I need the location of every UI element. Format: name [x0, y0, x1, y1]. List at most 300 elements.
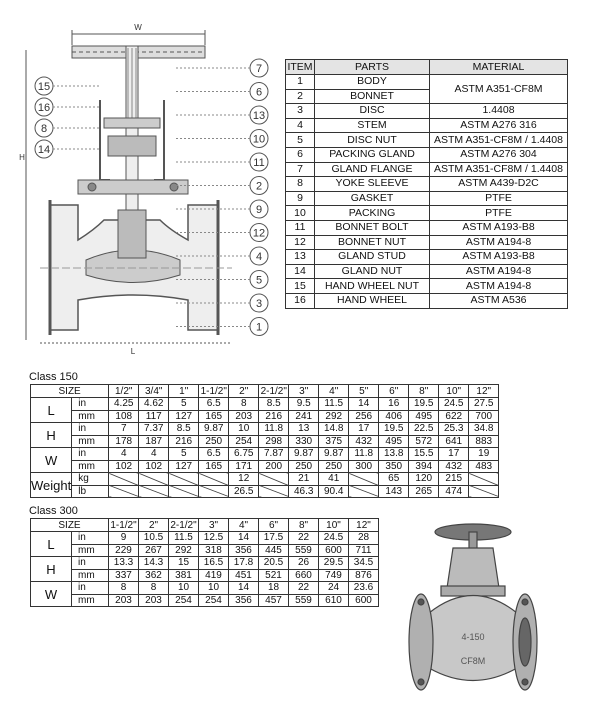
callout-number: 11 [253, 157, 265, 169]
dimension-cell: 9.87 [199, 423, 229, 436]
dimension-group-label: H [31, 557, 72, 582]
dimension-cell: 483 [469, 460, 499, 473]
dimension-cell: 22 [289, 582, 319, 595]
unit-label: mm [72, 435, 109, 448]
dimension-cell: 241 [289, 410, 319, 423]
callout-number: 6 [255, 86, 263, 99]
dimension-cell: 19.5 [409, 398, 439, 411]
size-column-header: 1" [169, 385, 199, 398]
size-column-header: 4" [229, 519, 259, 532]
parts-row [286, 147, 568, 162]
unit-label: mm [72, 410, 109, 423]
dimension-cell: 16.5 [199, 557, 229, 570]
callout-number: 12 [252, 227, 266, 240]
callout-number: 1 [255, 321, 263, 334]
size-column-header: 3" [289, 385, 319, 398]
parts-item-number: 11 [286, 220, 315, 235]
dimension-cell: 216 [169, 435, 199, 448]
dimension-cell: 14 [229, 532, 259, 545]
unit-label: in [72, 398, 109, 411]
parts-material: PTFE [430, 191, 568, 206]
dimension-cell [199, 485, 229, 498]
dimension-cell: 200 [259, 460, 289, 473]
size-column-header: 2" [229, 385, 259, 398]
dimension-cell: 610 [319, 594, 349, 607]
dimension-cell: 292 [319, 410, 349, 423]
unit-label: mm [72, 544, 109, 557]
dimension-cell: 267 [139, 544, 169, 557]
dimension-cell: 350 [379, 460, 409, 473]
dimension-cell: 17 [349, 423, 379, 436]
casting-mark-material: CF8M [460, 656, 486, 666]
dimension-cell: 250 [319, 460, 349, 473]
dimension-cell: 23.6 [349, 582, 379, 595]
dimension-cell [169, 473, 199, 486]
dimension-cell: 298 [259, 435, 289, 448]
parts-material: ASTM A351-CF8M / 1.4408 [430, 133, 568, 148]
size-column-header: 8" [409, 385, 439, 398]
parts-name: GLAND NUT [315, 264, 430, 279]
parts-header-item: ITEM [287, 61, 313, 73]
parts-item-number: 8 [286, 177, 315, 192]
class-150-dimension-table [30, 384, 499, 498]
dimension-cell: 203 [229, 410, 259, 423]
dimension-cell: 26 [289, 557, 319, 570]
dimension-cell: 12 [229, 473, 259, 486]
parts-item-number: 15 [286, 279, 315, 294]
parts-row [286, 133, 568, 148]
dimension-row [31, 435, 499, 448]
valve-product-photo [403, 518, 543, 708]
callout-number: 14 [37, 144, 51, 156]
parts-row [286, 75, 568, 90]
dimension-cell: 7.87 [259, 448, 289, 461]
dimension-cell: 4 [109, 448, 139, 461]
parts-item-number: 14 [286, 264, 315, 279]
dimension-cell: 22 [289, 532, 319, 545]
size-header: SIZE [31, 519, 109, 532]
dimension-cell: 7.37 [139, 423, 169, 436]
dimension-cell: 14 [229, 582, 259, 595]
unit-label: mm [72, 569, 109, 582]
dimension-cell: 9.5 [289, 398, 319, 411]
dimension-cell: 34.5 [349, 557, 379, 570]
dimension-cell: 24.5 [439, 398, 469, 411]
dimension-cell: 178 [109, 435, 139, 448]
unit-label: in [72, 448, 109, 461]
dimension-cell: 265 [409, 485, 439, 498]
size-column-header: 4" [319, 385, 349, 398]
dimension-cell: 572 [409, 435, 439, 448]
callout-number: 13 [252, 110, 266, 122]
dimension-cell: 10.5 [139, 532, 169, 545]
dimension-cell: 337 [109, 569, 139, 582]
parts-material: ASTM A439-D2C [430, 177, 568, 192]
parts-name: HAND WHEEL NUT [315, 279, 430, 294]
dimension-group-label: H [31, 423, 72, 448]
dimension-cell: 46.3 [289, 485, 319, 498]
dimension-cell: 521 [259, 569, 289, 582]
dimension-cell: 5 [169, 448, 199, 461]
parts-item-number: 1 [286, 75, 315, 90]
dimension-cell: 622 [439, 410, 469, 423]
dimension-cell: 11.8 [259, 423, 289, 436]
dimension-cell: 559 [289, 594, 319, 607]
dimension-cell: 9.87 [319, 448, 349, 461]
dimension-cell: 8.5 [259, 398, 289, 411]
unit-label: in [72, 582, 109, 595]
parts-item-number: 2 [286, 89, 315, 104]
parts-item-number: 4 [286, 118, 315, 133]
dimension-cell [139, 485, 169, 498]
dimension-row [31, 410, 499, 423]
dimension-cell: 883 [469, 435, 499, 448]
dimension-row [31, 582, 379, 595]
dim-l-label: L [130, 347, 136, 356]
dimension-cell [349, 473, 379, 486]
callout-number: 3 [255, 298, 263, 310]
dimension-row [31, 473, 499, 486]
dimension-cell: 117 [139, 410, 169, 423]
dimension-cell: 165 [199, 410, 229, 423]
dimension-cell: 127 [169, 460, 199, 473]
parts-name: GASKET [315, 191, 430, 206]
parts-row [286, 118, 568, 133]
parts-material: ASTM A276 304 [430, 147, 568, 162]
dimension-cell: 451 [229, 569, 259, 582]
dimension-cell: 90.4 [319, 485, 349, 498]
parts-item-number: 12 [286, 235, 315, 250]
size-column-header: 2-1/2" [170, 519, 197, 531]
parts-material: ASTM A194-8 [430, 279, 568, 294]
dimension-row [31, 532, 379, 545]
dimension-cell: 4.25 [109, 398, 139, 411]
parts-row [286, 235, 568, 250]
dimension-cell: 27.5 [469, 398, 499, 411]
dimension-cell: 330 [289, 435, 319, 448]
parts-row [286, 220, 568, 235]
parts-name: STEM [315, 118, 430, 133]
parts-material: ASTM A193-B8 [430, 220, 568, 235]
dimension-cell: 4.62 [139, 398, 169, 411]
dimension-cell [169, 485, 199, 498]
size-column-header: 10" [439, 385, 469, 398]
dimension-cell: 19 [469, 448, 499, 461]
dimension-cell: 120 [409, 473, 439, 486]
dimension-cell: 8 [109, 582, 139, 595]
dimension-cell: 8.5 [169, 423, 199, 436]
dim-w-label: W [134, 23, 142, 32]
unit-label: kg [72, 473, 109, 486]
dimension-cell: 5 [169, 398, 199, 411]
parts-table [285, 59, 568, 309]
parts-row [286, 191, 568, 206]
parts-row [286, 177, 568, 192]
dimension-row [31, 485, 499, 498]
dimension-cell: 495 [409, 410, 439, 423]
parts-row [286, 206, 568, 221]
unit-label: mm [72, 594, 109, 607]
dimension-cell: 419 [199, 569, 229, 582]
unit-label: mm [72, 460, 109, 473]
dimension-cell: 9 [109, 532, 139, 545]
dimension-cell: 17.5 [259, 532, 289, 545]
dimension-cell: 17 [439, 448, 469, 461]
parts-name: PACKING [315, 206, 430, 221]
dimension-cell: 203 [139, 594, 169, 607]
dimension-cell: 660 [289, 569, 319, 582]
dim-h-label: H [19, 153, 25, 162]
parts-name: DISC NUT [315, 133, 430, 148]
dimension-cell [349, 485, 379, 498]
dimension-cell: 254 [229, 435, 259, 448]
callout-number: 7 [255, 63, 263, 75]
dimension-cell: 15 [169, 557, 199, 570]
dimension-cell: 254 [169, 594, 199, 607]
size-column-header: 1-1/2" [110, 519, 137, 531]
dimension-cell: 432 [349, 435, 379, 448]
dimension-cell: 457 [259, 594, 289, 607]
dimension-cell: 6.75 [229, 448, 259, 461]
parts-name: BONNET NUT [315, 235, 430, 250]
dimension-cell: 10 [169, 582, 199, 595]
dimension-cell: 381 [169, 569, 199, 582]
parts-material: ASTM A194-8 [430, 264, 568, 279]
dimension-cell: 406 [379, 410, 409, 423]
parts-material: ASTM A193-B8 [430, 250, 568, 265]
dimension-cell: 876 [349, 569, 379, 582]
dimension-cell: 356 [229, 594, 259, 607]
callout-number: 2 [255, 180, 263, 193]
dimension-cell: 16 [379, 398, 409, 411]
size-column-header: 1-1/2" [200, 385, 227, 397]
dimension-cell: 474 [439, 485, 469, 498]
dimension-cell: 292 [169, 544, 199, 557]
dimension-cell: 14 [349, 398, 379, 411]
dimension-row [31, 557, 379, 570]
size-column-header: 3/4" [139, 385, 169, 398]
callout-number: 8 [40, 123, 48, 135]
parts-item-number: 13 [286, 250, 315, 265]
parts-material: ASTM A351-CF8M / 1.4408 [430, 162, 568, 177]
parts-item-number: 5 [286, 133, 315, 148]
parts-row [286, 250, 568, 265]
dimension-cell: 7 [109, 423, 139, 436]
dimension-cell: 127 [169, 410, 199, 423]
unit-label: lb [72, 485, 109, 498]
dimension-cell [139, 473, 169, 486]
dimension-cell: 102 [139, 460, 169, 473]
dimension-cell: 102 [109, 460, 139, 473]
dimension-cell: 229 [109, 544, 139, 557]
dimension-cell: 13.8 [379, 448, 409, 461]
dimension-cell: 11.5 [319, 398, 349, 411]
dimension-cell [199, 473, 229, 486]
dimension-row [31, 398, 499, 411]
dimension-cell: 495 [379, 435, 409, 448]
parts-item-number: 6 [286, 147, 315, 162]
dimension-cell: 10 [229, 423, 259, 436]
dimension-cell: 13 [289, 423, 319, 436]
parts-name: YOKE SLEEVE [315, 177, 430, 192]
dimension-cell: 29.5 [319, 557, 349, 570]
dimension-cell: 559 [289, 544, 319, 557]
dimension-cell: 34.8 [469, 423, 499, 436]
dimension-cell: 143 [379, 485, 409, 498]
size-column-header: 12" [349, 519, 379, 532]
size-column-header: 8" [289, 519, 319, 532]
parts-name: HAND WHEEL [315, 293, 430, 308]
dimension-cell: 24.5 [319, 532, 349, 545]
dimension-row [31, 448, 499, 461]
dimension-row [31, 544, 379, 557]
dimension-cell: 6.5 [199, 398, 229, 411]
dimension-cell: 26.5 [229, 485, 259, 498]
size-column-header: 5" [349, 385, 379, 398]
dimension-cell [259, 473, 289, 486]
dimension-row [31, 460, 499, 473]
parts-row [286, 279, 568, 294]
parts-material: ASTM A276 316 [430, 118, 568, 133]
dimension-cell: 14.3 [139, 557, 169, 570]
dimension-cell: 17.8 [229, 557, 259, 570]
dimension-cell: 13.3 [109, 557, 139, 570]
callout-number: 4 [255, 251, 263, 263]
dimension-cell: 9.87 [289, 448, 319, 461]
dimension-cell: 12.5 [199, 532, 229, 545]
parts-material-merged: ASTM A351-CF8M [430, 75, 568, 104]
dimension-row [31, 594, 379, 607]
unit-label: in [72, 532, 109, 545]
dimension-cell: 362 [139, 569, 169, 582]
dimension-group-label: W [31, 448, 72, 473]
parts-header-parts: PARTS [315, 60, 430, 75]
dimension-cell: 108 [109, 410, 139, 423]
parts-row [286, 104, 568, 119]
valve-cross-section-drawing [0, 0, 285, 360]
callout-number: 15 [37, 81, 51, 93]
parts-material: 1.4408 [430, 104, 568, 119]
dimension-cell: 21 [289, 473, 319, 486]
dimension-cell: 41 [319, 473, 349, 486]
parts-row [286, 293, 568, 308]
callout-number: 10 [252, 133, 266, 146]
parts-item-number: 10 [286, 206, 315, 221]
class-300-title: Class 300 [29, 505, 78, 517]
dimension-cell: 18 [259, 582, 289, 595]
dimension-cell: 14.8 [319, 423, 349, 436]
parts-row [286, 162, 568, 177]
dimension-cell: 65 [379, 473, 409, 486]
dimension-cell: 22.5 [409, 423, 439, 436]
dimension-cell: 394 [409, 460, 439, 473]
unit-label: in [72, 423, 109, 436]
dimension-cell: 28 [349, 532, 379, 545]
dimension-cell: 600 [349, 594, 379, 607]
dimension-cell [109, 473, 139, 486]
parts-name: GLAND FLANGE [315, 162, 430, 177]
class-300-dimension-table [30, 518, 379, 607]
size-column-header: 12" [469, 385, 499, 398]
dimension-cell: 318 [199, 544, 229, 557]
dimension-group-label: L [31, 532, 72, 557]
size-column-header: 2" [139, 519, 169, 532]
dimension-cell: 187 [139, 435, 169, 448]
dimension-cell: 215 [439, 473, 469, 486]
dimension-cell [469, 473, 499, 486]
dimension-row [31, 423, 499, 436]
dimension-cell: 256 [349, 410, 379, 423]
parts-item-number: 7 [286, 162, 315, 177]
dimension-group-label: L [31, 398, 72, 423]
dimension-cell: 11.8 [349, 448, 379, 461]
dimension-cell: 250 [289, 460, 319, 473]
parts-name: BONNET BOLT [315, 220, 430, 235]
size-column-header: 2-1/2" [260, 385, 287, 397]
casting-mark-pressure: 4-150 [461, 632, 485, 642]
callout-number: 16 [37, 102, 51, 114]
size-header: SIZE [31, 385, 109, 398]
class-150-title: Class 150 [29, 371, 78, 383]
dimension-cell [109, 485, 139, 498]
dimension-cell: 700 [469, 410, 499, 423]
dimension-cell: 254 [199, 594, 229, 607]
dimension-cell: 375 [319, 435, 349, 448]
size-column-header: 6" [379, 385, 409, 398]
parts-name: GLAND STUD [315, 250, 430, 265]
dimension-cell: 432 [439, 460, 469, 473]
size-column-header: 10" [319, 519, 349, 532]
dimension-cell: 4 [139, 448, 169, 461]
parts-material: ASTM A194-8 [430, 235, 568, 250]
parts-name: PACKING GLAND [315, 147, 430, 162]
parts-name: DISC [315, 104, 430, 119]
parts-row [286, 264, 568, 279]
dimension-cell: 300 [349, 460, 379, 473]
dimension-group-label: Weight [31, 473, 72, 498]
dimension-cell: 749 [319, 569, 349, 582]
dimension-group-label: W [31, 582, 72, 607]
parts-header-material: MATERIAL [430, 60, 568, 75]
dimension-cell: 445 [259, 544, 289, 557]
dimension-cell: 356 [229, 544, 259, 557]
dimension-cell: 711 [349, 544, 379, 557]
dimension-cell: 8 [229, 398, 259, 411]
size-column-header: 3" [199, 519, 229, 532]
dimension-cell: 641 [439, 435, 469, 448]
dimension-cell: 25.3 [439, 423, 469, 436]
unit-label: in [72, 557, 109, 570]
parts-material: ASTM A536 [430, 293, 568, 308]
dimension-cell: 6.5 [199, 448, 229, 461]
dimension-cell [259, 485, 289, 498]
dimension-cell: 19.5 [379, 423, 409, 436]
parts-item-number: 16 [286, 293, 315, 308]
dimension-cell: 165 [199, 460, 229, 473]
parts-name: BODY [315, 75, 430, 90]
dimension-cell: 24 [319, 582, 349, 595]
callout-number: 9 [255, 204, 263, 216]
parts-item-number: 3 [286, 104, 315, 119]
parts-material: PTFE [430, 206, 568, 221]
dimension-cell: 171 [229, 460, 259, 473]
size-column-header: 6" [259, 519, 289, 532]
dimension-row [31, 569, 379, 582]
dimension-cell: 250 [199, 435, 229, 448]
dimension-cell: 15.5 [409, 448, 439, 461]
dimension-cell: 10 [199, 582, 229, 595]
parts-name: BONNET [315, 89, 430, 104]
